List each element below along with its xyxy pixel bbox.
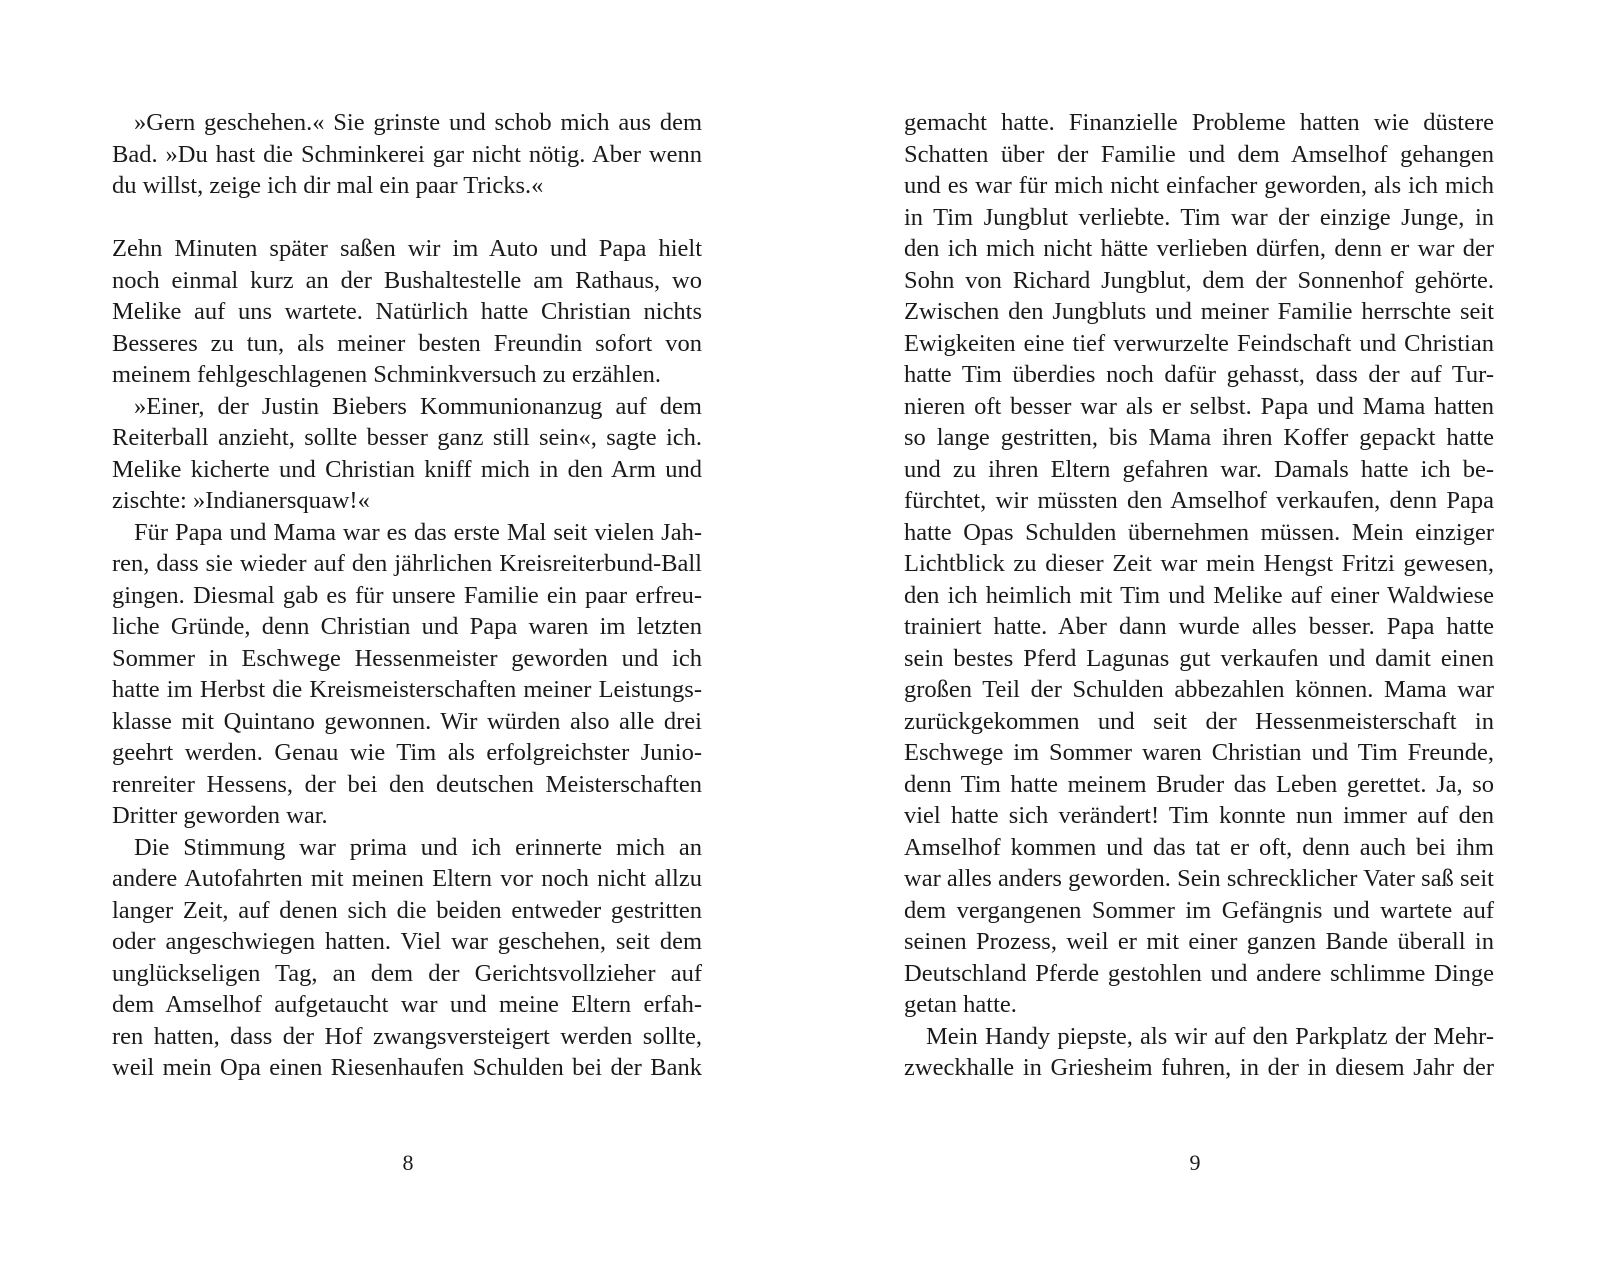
text-line: Die Stimmung war prima und ich erinnerte mich an — [134, 834, 702, 861]
text-line: noch einmal kurz an der Bushaltestelle am Rathaus, wo — [112, 267, 702, 294]
text-line: zurückgekommen und seit der Hessenmeisterschaft in — [904, 708, 1494, 735]
text-line: ren hatten, dass der Hof zwangsversteigert werden sollte, — [112, 1023, 702, 1050]
text-line: Zehn Minuten später saßen wir im Auto und Papa hielt — [112, 235, 702, 262]
text-line: unglückseligen Tag, an dem der Gerichtsvollzieher auf — [112, 960, 702, 987]
text-line: andere Autofahrten mit meinen Eltern vor noch nicht allzu — [112, 865, 702, 892]
text-line: oder angeschwiegen hatten. Viel war geschehen, seit dem — [112, 928, 702, 955]
text-line: zischte: »Indianersquaw!« — [112, 487, 370, 514]
text-line: Eschwege im Sommer waren Christian und Tim Freunde, — [904, 739, 1494, 766]
text-line: getan hatte. — [904, 991, 1017, 1018]
text-line: du willst, zeige ich dir mal ein paar Tricks.« — [112, 172, 544, 199]
text-line: klasse mit Quintano gewonnen. Wir würden also alle drei — [112, 708, 702, 735]
text-line: gingen. Diesmal gab es für unsere Familie ein paar erfreu- — [112, 582, 702, 609]
text-line: Schatten über der Familie und dem Amselhof gehangen — [904, 141, 1494, 168]
text-line: nieren oft besser war als er selbst. Papa und Mama hatten — [904, 393, 1494, 420]
text-line: dem vergangenen Sommer im Gefängnis und wartete auf — [904, 897, 1494, 924]
text-line: liche Gründe, denn Christian und Papa waren im letzten — [112, 613, 702, 640]
text-line: den ich mich nicht hätte verlieben dürfen, denn er war der — [904, 235, 1494, 262]
page-number: 8 — [402, 1150, 414, 1175]
text-line: Für Papa und Mama war es das erste Mal seit vielen Jah- — [134, 519, 702, 546]
text-line: ren, dass sie wieder auf den jährlichen Kreisreiterbund-Ball — [112, 550, 702, 577]
text-line: dem Amselhof aufgetaucht war und meine Eltern erfah- — [112, 991, 702, 1018]
text-line: und es war für mich nicht einfacher geworden, als ich mich — [904, 172, 1494, 199]
text-line: gemacht hatte. Finanzielle Probleme hatten wie düstere — [904, 109, 1494, 136]
text-line: so lange gestritten, bis Mama ihren Koffer gepackt hatte — [904, 424, 1494, 451]
text-line: Sommer in Eschwege Hessenmeister geworden und ich — [112, 645, 702, 672]
text-line: geehrt werden. Genau wie Tim als erfolgreichster Junio- — [112, 739, 702, 766]
text-line: Lichtblick zu dieser Zeit war mein Hengst Fritzi gewesen, — [904, 550, 1494, 577]
right-page — [800, 0, 1600, 1274]
text-line: viel hatte sich verändert! Tim konnte nun immer auf den — [904, 802, 1494, 829]
text-line: Sohn von Richard Jungblut, dem der Sonnenhof gehörte. — [904, 267, 1494, 294]
text-line: »Gern geschehen.« Sie grinste und schob mich aus dem — [134, 109, 702, 136]
page-number: 9 — [1189, 1150, 1201, 1175]
text-line: Melike kicherte und Christian kniff mich in den Arm und — [112, 456, 702, 483]
text-line: den ich heimlich mit Tim und Melike auf einer Waldwiese — [904, 582, 1494, 609]
text-line: meinem fehlgeschlagenen Schminkversuch zu erzählen. — [112, 361, 661, 388]
text-line: hatte Tim überdies noch dafür gehasst, dass der auf Tur- — [904, 361, 1494, 388]
text-line: Amselhof kommen und das tat er oft, denn auch bei ihm — [904, 834, 1494, 861]
text-line: Melike auf uns wartete. Natürlich hatte Christian nichts — [112, 298, 702, 325]
text-line: Zwischen den Jungbluts und meiner Familie herrschte seit — [904, 298, 1494, 325]
text-line: »Einer, der Justin Biebers Kommunionanzug auf dem — [134, 393, 702, 420]
text-line: großen Teil der Schulden abbezahlen können. Mama war — [904, 676, 1494, 703]
text-line: Besseres zu tun, als meiner besten Freundin sofort von — [112, 330, 702, 357]
text-line: langer Zeit, auf denen sich die beiden entweder gestritten — [112, 897, 702, 924]
text-line: Reiterball anzieht, sollte besser ganz still sein«, sagte ich. — [112, 424, 702, 451]
text-line: Dritter geworden war. — [112, 802, 328, 829]
text-line: seinen Prozess, weil er mit einer ganzen Bande überall in — [904, 928, 1494, 955]
text-line: Deutschland Pferde gestohlen und andere schlimme Dinge — [904, 960, 1494, 987]
text-line: renreiter Hessens, der bei den deutschen Meisterschaften — [112, 771, 702, 798]
text-line: trainiert hatte. Aber dann wurde alles besser. Papa hatte — [904, 613, 1494, 640]
text-line: Bad. »Du hast die Schminkerei gar nicht nötig. Aber wenn — [112, 141, 702, 168]
text-line: Ewigkeiten eine tief verwurzelte Feindschaft und Christian — [904, 330, 1494, 357]
text-line: weil mein Opa einen Riesenhaufen Schulden bei der Bank — [112, 1054, 702, 1081]
text-line: zweckhalle in Griesheim fuhren, in der in diesem Jahr der — [904, 1054, 1494, 1081]
text-line: sein bestes Pferd Lagunas gut verkaufen und damit einen — [904, 645, 1494, 672]
text-line: in Tim Jungblut verliebte. Tim war der einzige Junge, in — [904, 204, 1494, 231]
text-line: Mein Handy piepste, als wir auf den Parkplatz der Mehr- — [926, 1023, 1494, 1050]
text-line: und zu ihren Eltern gefahren war. Damals hatte ich be- — [904, 456, 1494, 483]
text-line: fürchtet, wir müssten den Amselhof verkaufen, denn Papa — [904, 487, 1494, 514]
text-line: hatte im Herbst die Kreismeisterschaften meiner Leistungs- — [112, 676, 702, 703]
text-line: denn Tim hatte meinem Bruder das Leben gerettet. Ja, so — [904, 771, 1494, 798]
text-line: war alles anders geworden. Sein schrecklicher Vater saß seit — [904, 865, 1494, 892]
text-line: hatte Opas Schulden übernehmen müssen. Mein einziger — [904, 519, 1494, 546]
